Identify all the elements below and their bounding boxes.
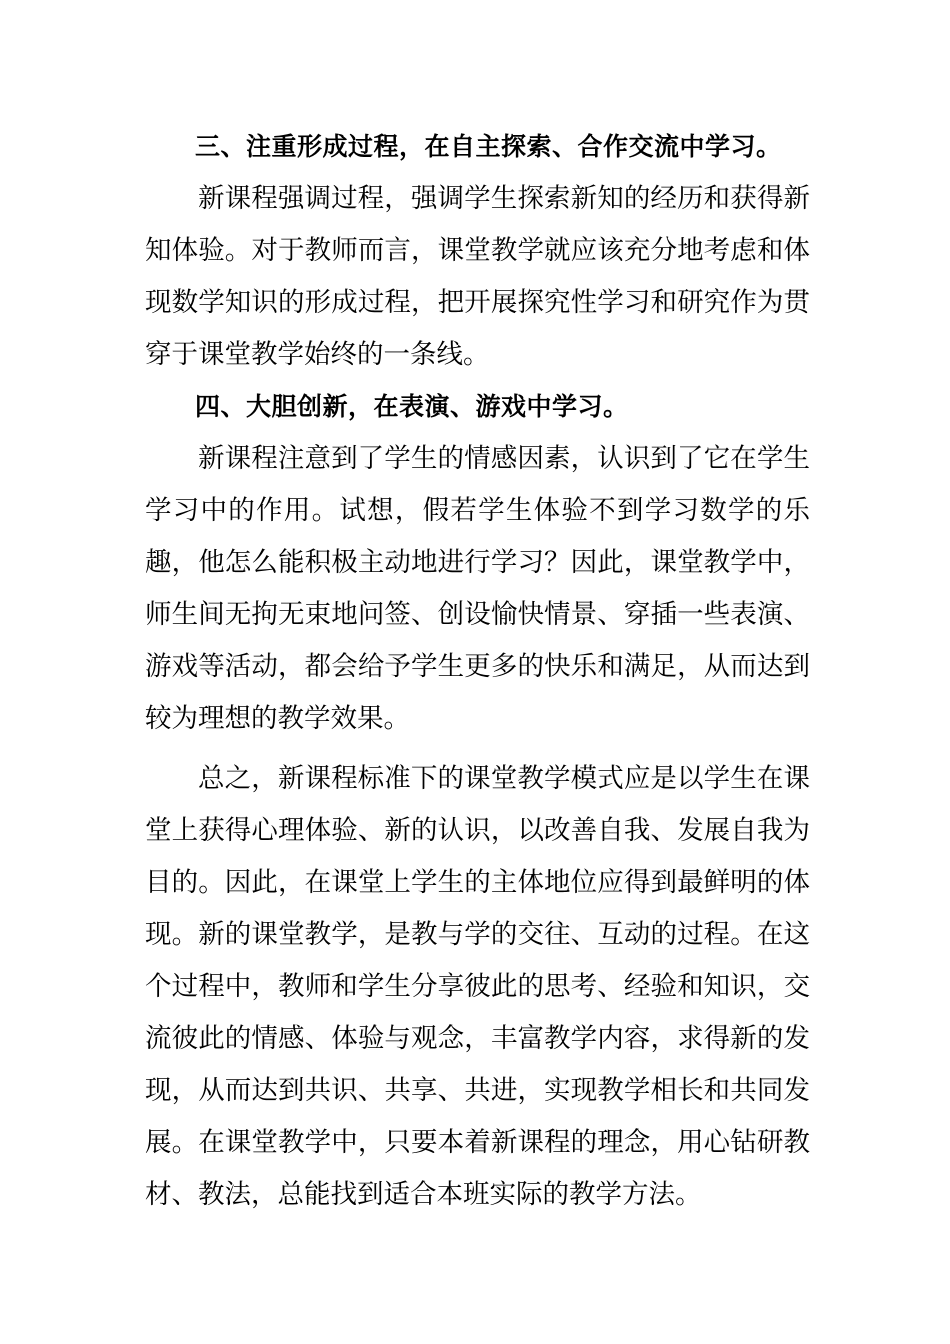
section-heading-4: 四、大胆创新，在表演、游戏中学习。 <box>195 392 629 421</box>
section-heading-3: 三、注重形成过程，在自主探索、合作交流中学习。 <box>195 132 782 161</box>
conclusion-paragraph: 总之，新课程标准下的课堂教学模式应是以学生在课堂上获得心理体验、新的认识，以改善自我、发展自我为目的。因此，在课堂上学生的主体地位应得到最鲜明的体现。新的课堂教学，是教与学的交往、互动的过程。在这个过程中，教师和学生分享彼此的思考、经验和知识，交流彼此的情感、体验与观念，丰富教学内容，求得新的发现，从而达到共识、共享、共进，实现教学相长和共同发展。在课堂教学中，只要本着新课程的理念，用心钻研教材、教法，总能找到适合本班实际的教学方法。 <box>145 763 810 1210</box>
section-paragraph-3: 新课程强调过程，强调学生探索新知的经历和获得新知体验。对于教师而言，课堂教学就应该充分地考虑和体现数学知识的形成过程，把开展探究性学习和研究作为贯穿于课堂教学始终的一条线。 <box>145 183 810 370</box>
section-paragraph-4: 新课程注意到了学生的情感因素，认识到了它在学生学习中的作用。试想，假若学生体验不到学习数学的乐趣，他怎么能积极主动地进行学习？因此，课堂教学中，师生间无拘无束地问签、创设愉快情景、穿插一些表演、游戏等活动，都会给予学生更多的快乐和满足，从而达到较为理想的教学效果。 <box>145 443 810 734</box>
paragraph-spacer <box>145 745 810 753</box>
document-body <box>145 121 810 1221</box>
